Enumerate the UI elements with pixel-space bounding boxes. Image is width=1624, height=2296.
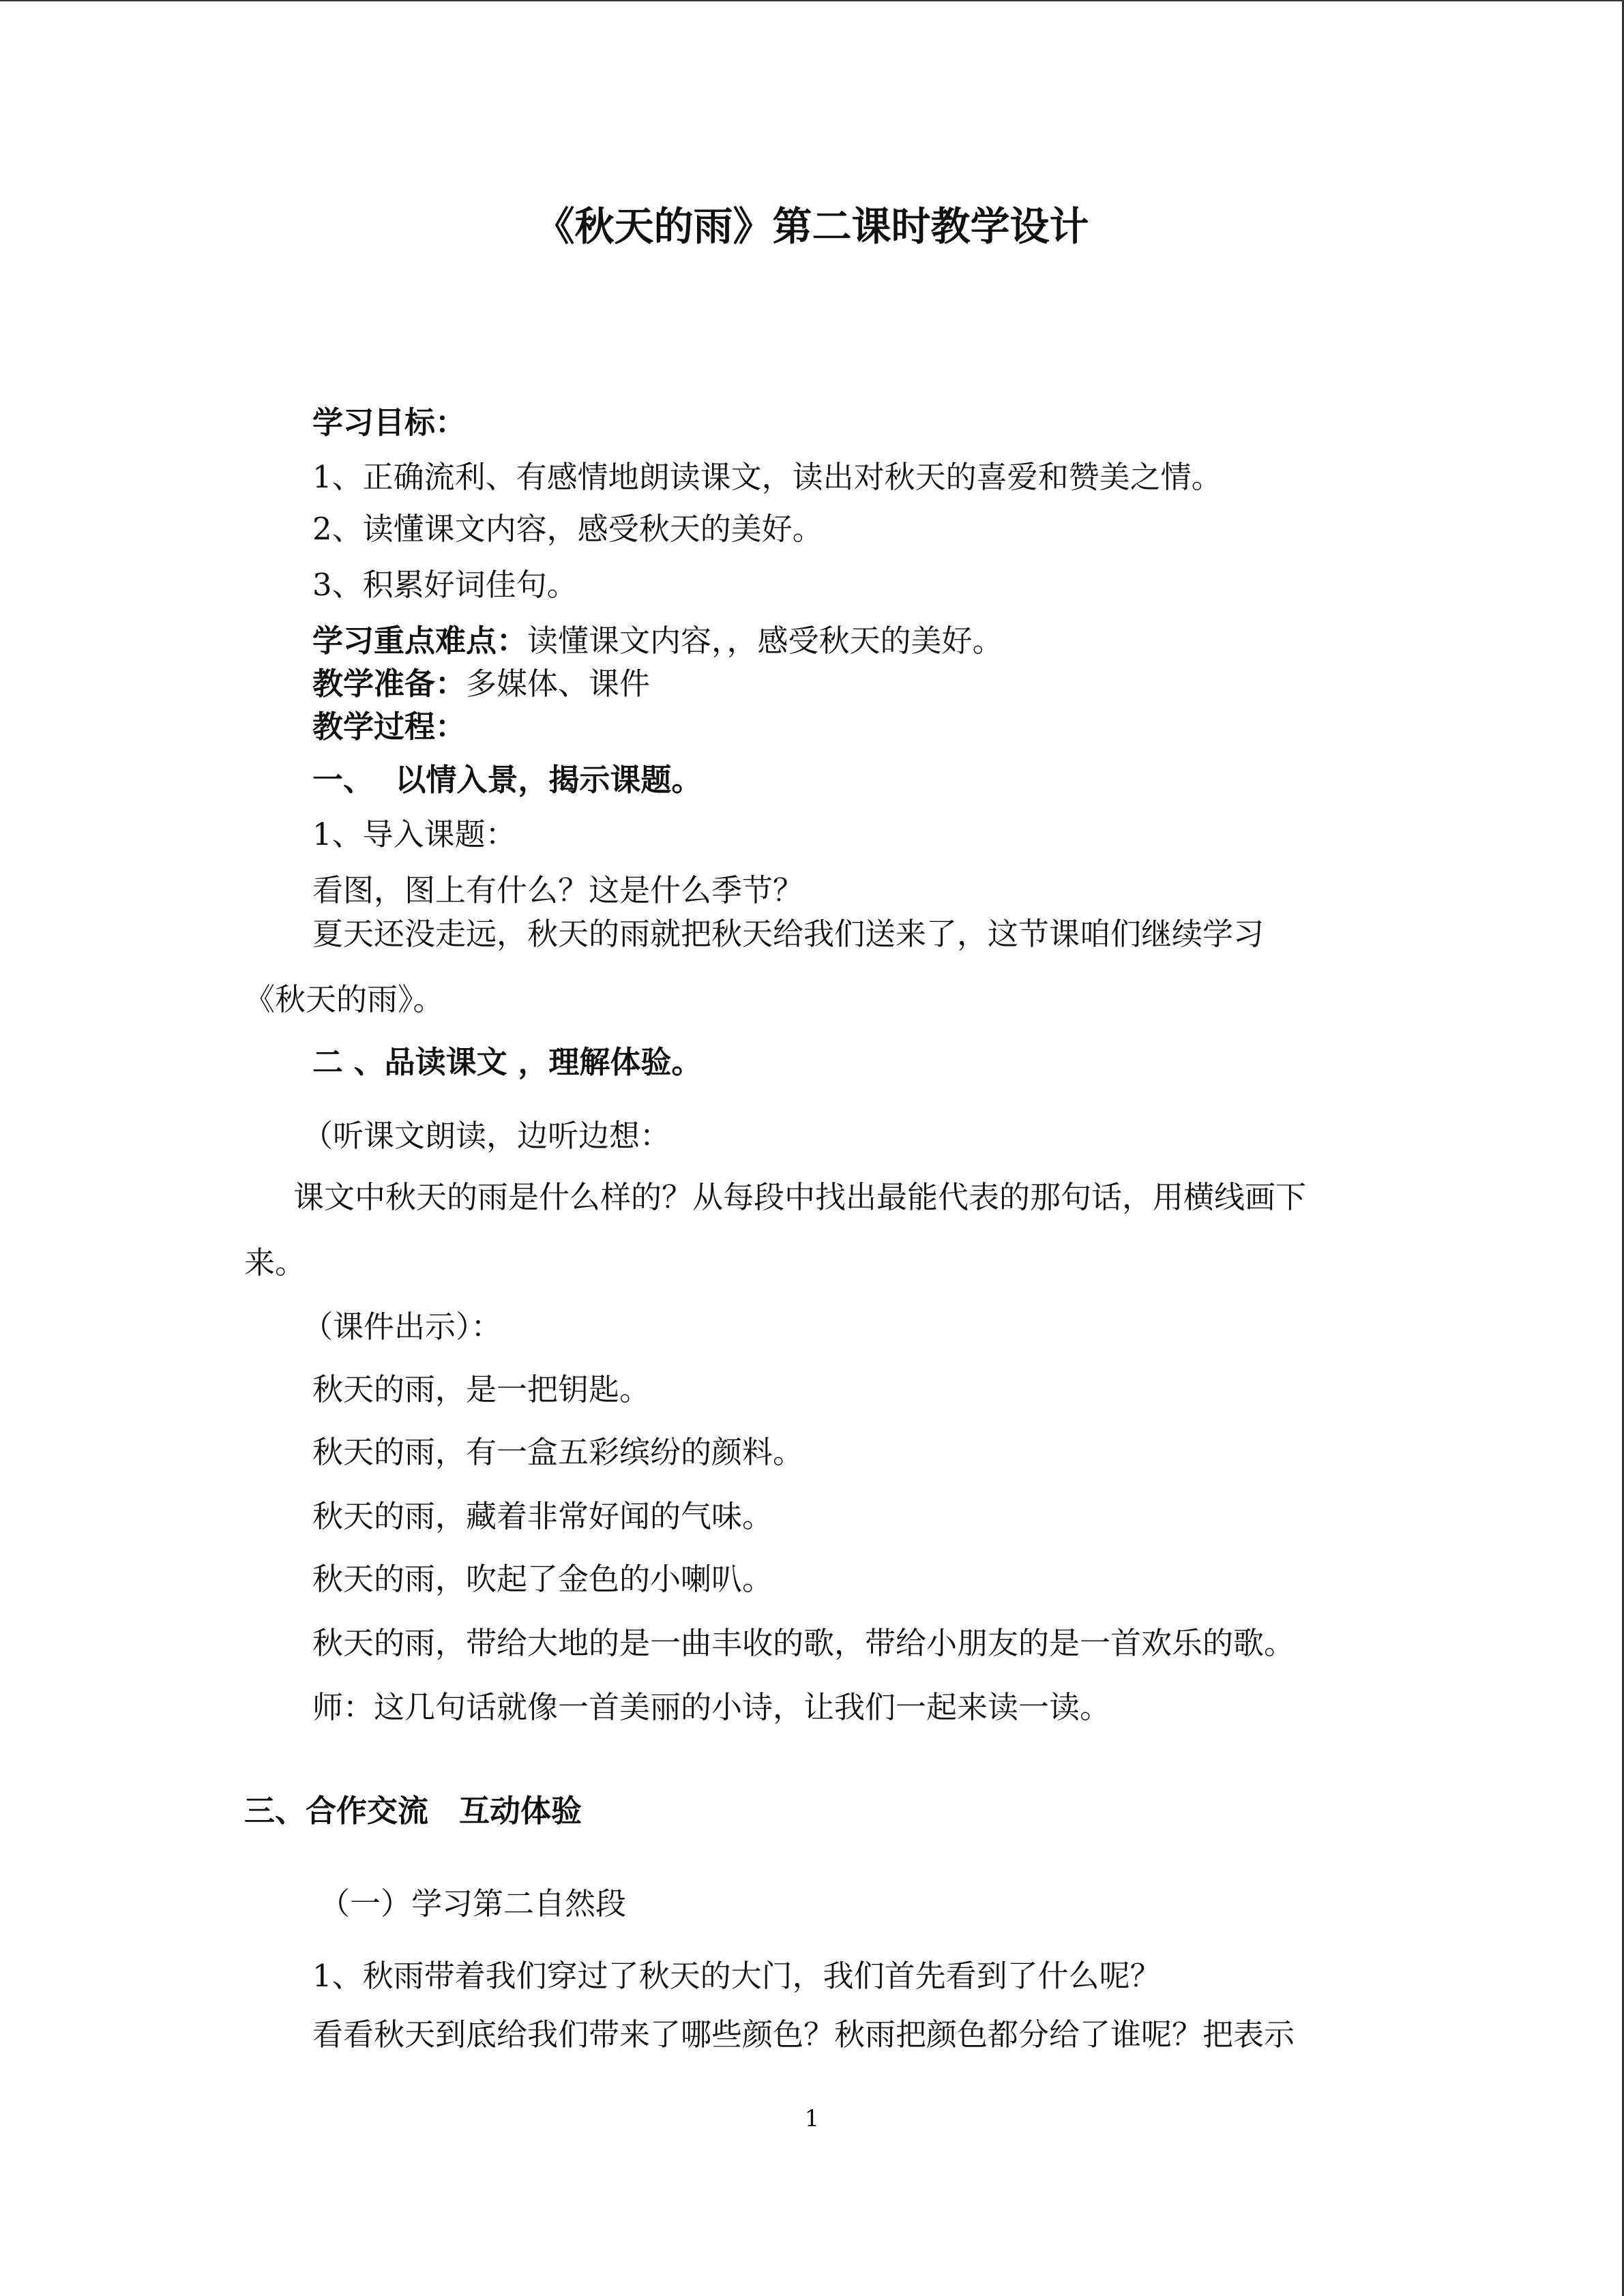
goals-heading: 学习目标： [312,404,467,441]
section-1-item: 1、导入课题： [312,816,516,852]
section-2-paragraph-line-2: 来。 [244,1244,306,1281]
page-number: 1 [804,2105,820,2132]
section-1-question: 看图，图上有什么？这是什么季节？ [312,872,804,908]
goal-3: 3、积累好词佳句。 [312,567,578,603]
section-1-paragraph-line-2: 《秋天的雨》。 [244,981,444,1017]
section-3-subheading: （一）学习第二自然段 [319,1885,627,1922]
section-2-listen: （听课文朗读，边听边想： [302,1118,671,1154]
poem-line-5: 秋天的雨，带给大地的是一曲丰收的歌，带给小朋友的是一首欢乐的歌。 [312,1625,1295,1661]
section-2-courseware: （课件出示）： [302,1309,502,1345]
process-heading: 教学过程： [312,709,467,745]
section-3-question-2: 看看秋天到底给我们带来了哪些颜色？秋雨把颜色都分给了谁呢？把表示 [312,2016,1295,2053]
section-3-heading: 三、合作交流 互动体验 [244,1793,582,1829]
key-points-text: 读懂课文内容，，感受秋天的美好。 [527,623,1003,659]
section-2-heading: 二 、品读课文 ，理解体验。 [312,1044,703,1080]
goal-2: 2、读懂课文内容，感受秋天的美好。 [312,511,823,547]
section-2-paragraph-line-1: 课文中秋天的雨是什么样的？从每段中找出最能代表的那句话，用横线画下 [293,1179,1307,1215]
poem-line-4: 秋天的雨，吹起了金色的小喇叭。 [312,1561,773,1597]
poem-line-3: 秋天的雨，藏着非常好闻的气味。 [312,1498,773,1534]
section-3-question-1: 1、秋雨带着我们穿过了秋天的大门，我们首先看到了什么呢？ [312,1958,1161,1994]
preparation-label: 教学准备： [312,666,467,702]
poem-line-1: 秋天的雨，是一把钥匙。 [312,1371,651,1407]
poem-line-2: 秋天的雨，有一盒五彩缤纷的颜料。 [312,1434,804,1470]
key-points-label: 学习重点难点： [312,623,528,659]
goal-1: 1、正确流利、有感情地朗读课文，读出对秋天的喜爱和赞美之情。 [312,459,1222,495]
key-points-line [312,621,1003,661]
preparation-text: 多媒体、课件 [466,666,651,702]
teacher-line: 师：这几句话就像一首美丽的小诗，让我们一起来读一读。 [312,1689,1111,1725]
document-title: 《秋天的雨》第二课时教学设计 [535,203,1089,250]
section-1-paragraph-line-1: 夏天还没走远，秋天的雨就把秋天给我们送来了，这节课咱们继续学习 [312,916,1265,952]
preparation-line [312,664,650,704]
section-1-heading: 一、 以情入景，揭示课题。 [312,762,703,798]
page-top-border [0,0,1624,1]
